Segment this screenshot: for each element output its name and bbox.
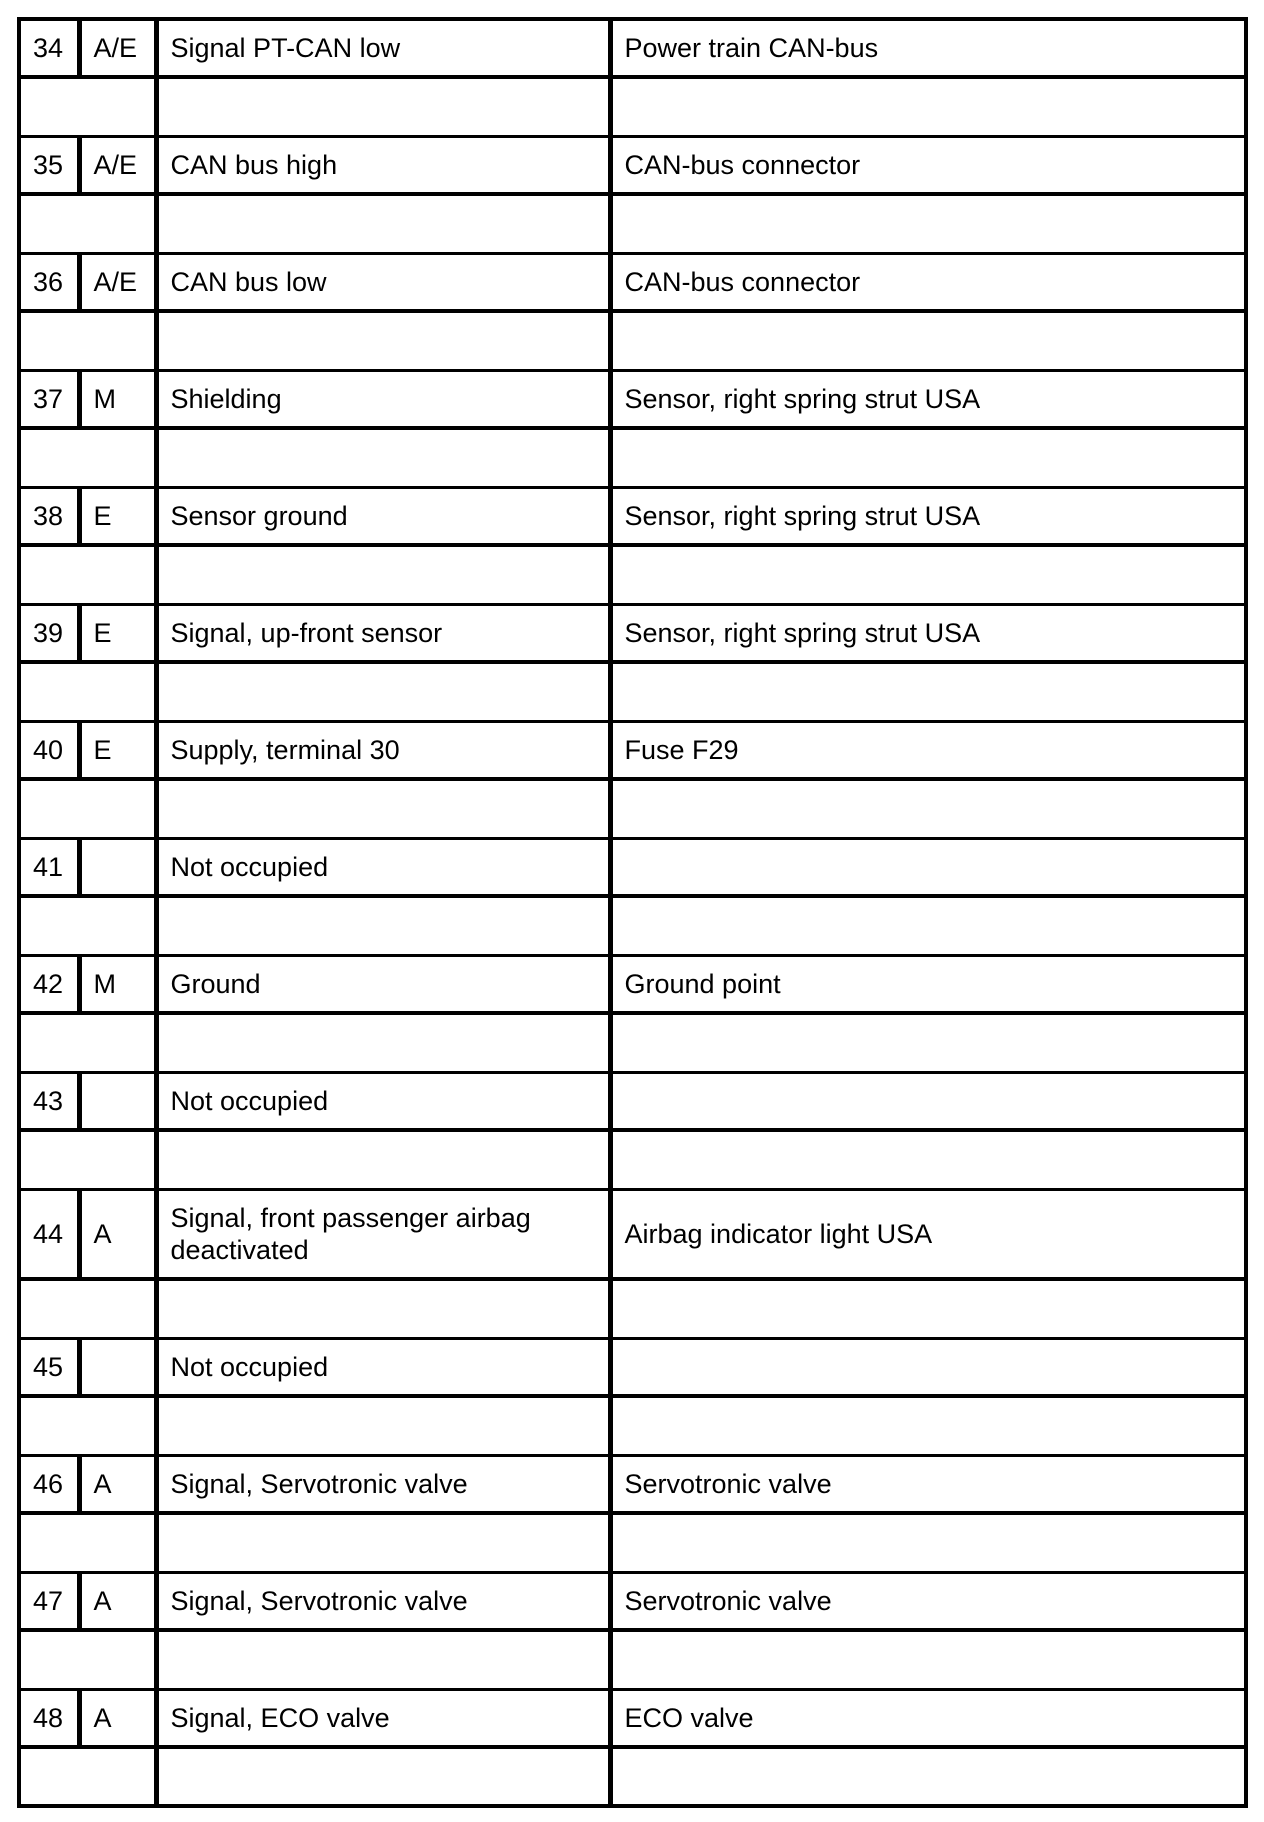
explanation-cell: Sensor ground — [156, 487, 610, 545]
spacer-cell — [19, 77, 156, 136]
spacer-row — [19, 428, 1246, 487]
pin-assignment-table-body — [19, 19, 1246, 1806]
table-row — [19, 1338, 1246, 1396]
pin-cell: 38 — [19, 487, 79, 545]
spacer-row — [19, 1279, 1246, 1338]
explanation-cell: Not occupied — [156, 1338, 610, 1396]
spacer-cell — [156, 1396, 610, 1455]
pin-cell: 43 — [19, 1072, 79, 1130]
pin-cell: 37 — [19, 370, 79, 428]
spacer-cell — [19, 1279, 156, 1338]
notes-cell: Fuse F29 — [610, 721, 1246, 779]
notes-cell: CAN-bus connector — [610, 136, 1246, 194]
type-cell: A/E — [79, 19, 156, 77]
spacer-row — [19, 662, 1246, 721]
pin-cell: 35 — [19, 136, 79, 194]
pin-cell: 46 — [19, 1455, 79, 1513]
table-row — [19, 1189, 1246, 1279]
notes-cell: ECO valve — [610, 1689, 1246, 1747]
explanation-cell: CAN bus high — [156, 136, 610, 194]
spacer-row — [19, 896, 1246, 955]
type-cell: M — [79, 955, 156, 1013]
spacer-row — [19, 1130, 1246, 1189]
table-row — [19, 604, 1246, 662]
spacer-cell — [610, 545, 1246, 604]
type-cell: E — [79, 487, 156, 545]
spacer-row — [19, 311, 1246, 370]
table-row — [19, 253, 1246, 311]
type-cell: M — [79, 370, 156, 428]
notes-cell: Power train CAN-bus — [610, 19, 1246, 77]
table-row — [19, 721, 1246, 779]
spacer-row — [19, 1747, 1246, 1806]
notes-cell: Airbag indicator light USA — [610, 1189, 1246, 1279]
type-cell: E — [79, 721, 156, 779]
type-cell: E — [79, 604, 156, 662]
table-row — [19, 136, 1246, 194]
table-row — [19, 1572, 1246, 1630]
explanation-cell: CAN bus low — [156, 253, 610, 311]
spacer-cell — [156, 545, 610, 604]
spacer-cell — [610, 896, 1246, 955]
spacer-cell — [610, 779, 1246, 838]
spacer-cell — [610, 1013, 1246, 1072]
spacer-cell — [19, 1747, 156, 1806]
spacer-cell — [19, 662, 156, 721]
type-cell: A — [79, 1572, 156, 1630]
pin-cell: 44 — [19, 1189, 79, 1279]
type-cell: A — [79, 1689, 156, 1747]
spacer-cell — [610, 428, 1246, 487]
table-row — [19, 955, 1246, 1013]
explanation-cell: Not occupied — [156, 838, 610, 896]
spacer-cell — [610, 1279, 1246, 1338]
spacer-row — [19, 194, 1246, 253]
spacer-cell — [156, 896, 610, 955]
explanation-cell: Signal PT-CAN low — [156, 19, 610, 77]
spacer-row — [19, 1630, 1246, 1689]
table-row — [19, 838, 1246, 896]
table-row — [19, 370, 1246, 428]
spacer-cell — [156, 77, 610, 136]
table-row — [19, 19, 1246, 77]
spacer-cell — [156, 779, 610, 838]
spacer-cell — [19, 545, 156, 604]
spacer-cell — [156, 1013, 610, 1072]
explanation-cell: Signal, Servotronic valve — [156, 1572, 610, 1630]
spacer-cell — [610, 194, 1246, 253]
notes-cell — [610, 838, 1246, 896]
spacer-cell — [156, 1130, 610, 1189]
explanation-cell: Signal, up-front sensor — [156, 604, 610, 662]
spacer-cell — [19, 311, 156, 370]
spacer-cell — [19, 1630, 156, 1689]
spacer-cell — [156, 662, 610, 721]
pin-cell: 48 — [19, 1689, 79, 1747]
spacer-row — [19, 779, 1246, 838]
pin-cell: 36 — [19, 253, 79, 311]
spacer-cell — [610, 311, 1246, 370]
pin-cell: 39 — [19, 604, 79, 662]
explanation-cell: Signal, front passenger airbag deactivated — [156, 1189, 610, 1279]
notes-cell: Sensor, right spring strut USA — [610, 604, 1246, 662]
pin-cell: 41 — [19, 838, 79, 896]
spacer-cell — [610, 1747, 1246, 1806]
notes-cell — [610, 1338, 1246, 1396]
type-cell — [79, 1338, 156, 1396]
spacer-cell — [610, 662, 1246, 721]
type-cell — [79, 1072, 156, 1130]
pin-assignment-table — [17, 17, 1248, 1808]
table-row — [19, 1455, 1246, 1513]
spacer-cell — [19, 428, 156, 487]
pin-cell: 42 — [19, 955, 79, 1013]
notes-cell: Servotronic valve — [610, 1572, 1246, 1630]
spacer-cell — [19, 896, 156, 955]
pin-cell: 34 — [19, 19, 79, 77]
spacer-cell — [156, 194, 610, 253]
explanation-cell: Supply, terminal 30 — [156, 721, 610, 779]
explanation-cell: Shielding — [156, 370, 610, 428]
spacer-cell — [610, 77, 1246, 136]
table-row — [19, 487, 1246, 545]
notes-cell — [610, 1072, 1246, 1130]
notes-cell: Sensor, right spring strut USA — [610, 487, 1246, 545]
spacer-row — [19, 545, 1246, 604]
spacer-cell — [156, 1279, 610, 1338]
spacer-cell — [610, 1130, 1246, 1189]
spacer-row — [19, 1396, 1246, 1455]
type-cell — [79, 838, 156, 896]
pin-cell: 45 — [19, 1338, 79, 1396]
spacer-cell — [610, 1513, 1246, 1572]
notes-cell: Sensor, right spring strut USA — [610, 370, 1246, 428]
spacer-cell — [19, 194, 156, 253]
spacer-cell — [19, 779, 156, 838]
spacer-cell — [156, 311, 610, 370]
type-cell: A/E — [79, 253, 156, 311]
spacer-cell — [19, 1513, 156, 1572]
spacer-cell — [156, 1513, 610, 1572]
type-cell: A — [79, 1455, 156, 1513]
table-row — [19, 1072, 1246, 1130]
pin-cell: 40 — [19, 721, 79, 779]
pin-cell: 47 — [19, 1572, 79, 1630]
spacer-row — [19, 1013, 1246, 1072]
spacer-cell — [156, 1747, 610, 1806]
notes-cell: Ground point — [610, 955, 1246, 1013]
spacer-row — [19, 1513, 1246, 1572]
spacer-cell — [19, 1013, 156, 1072]
explanation-cell: Ground — [156, 955, 610, 1013]
type-cell: A/E — [79, 136, 156, 194]
spacer-cell — [156, 428, 610, 487]
spacer-cell — [156, 1630, 610, 1689]
table-row — [19, 1689, 1246, 1747]
explanation-cell: Signal, ECO valve — [156, 1689, 610, 1747]
spacer-row — [19, 77, 1246, 136]
notes-cell: Servotronic valve — [610, 1455, 1246, 1513]
spacer-cell — [610, 1630, 1246, 1689]
spacer-cell — [610, 1396, 1246, 1455]
spacer-cell — [19, 1130, 156, 1189]
notes-cell: CAN-bus connector — [610, 253, 1246, 311]
type-cell: A — [79, 1189, 156, 1279]
spacer-cell — [19, 1396, 156, 1455]
explanation-cell: Signal, Servotronic valve — [156, 1455, 610, 1513]
explanation-cell: Not occupied — [156, 1072, 610, 1130]
